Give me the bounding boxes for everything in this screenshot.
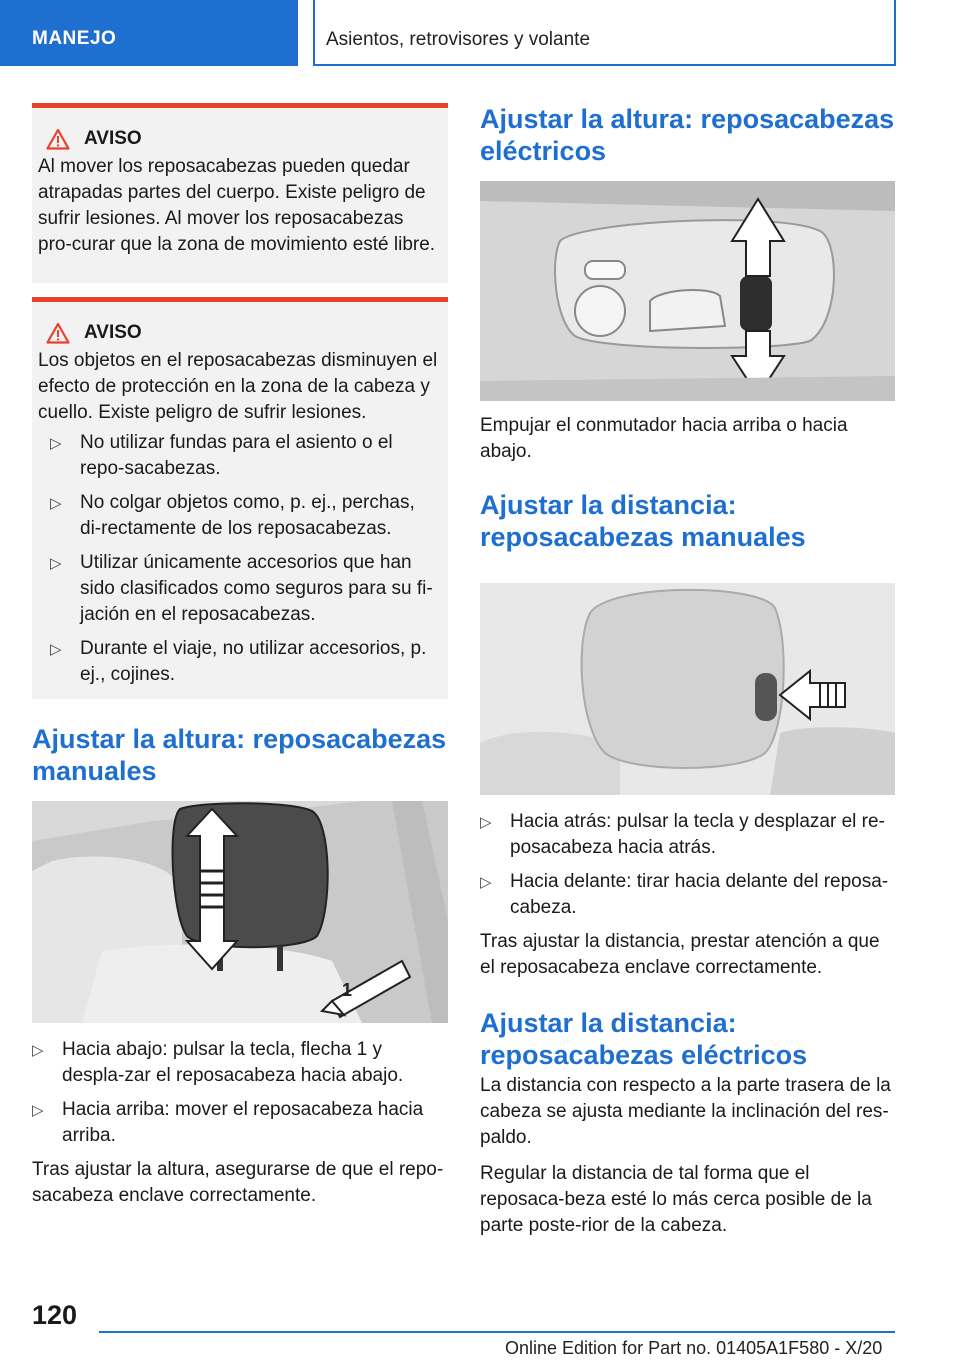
list-item: ▷ Utilizar únicamente accesorios que han sido clasificados como seguros para su fi‐jación en el reposacabezas. [50,552,433,625]
headrest-electric-height-figure [480,181,895,401]
list-item: ▷ Hacia delante: tirar hacia delante del reposa‐cabeza. [480,871,889,918]
right-column [480,103,895,1239]
footer-edition: Online Edition for Part no. 01405A1F580 - X/20 [505,1338,883,1358]
warning-text: Los objetos en el reposacabezas disminuyen el efecto de protección en la zona de la cabeza y cuello. Existe peligro de sufrir lesiones. [38,350,438,423]
warning-text: Al mover los reposacabezas pueden quedar atrapadas partes del cuerpo. Existe peligro de sufrir lesiones. Al mover los reposacabezas pro‐curar que la zona de movimiento esté libre. [38,156,436,255]
triangle-bullet-icon: ▷ [50,641,62,658]
height-manual-list [32,1037,448,1149]
seat-switch-illustration [480,181,895,401]
headrest-height-illustration [32,801,448,1023]
header-section: MANEJO [32,28,117,49]
page-number: 120 [32,1300,78,1330]
list-item: ▷ Hacia atrás: pulsar la tecla y desplazar el re‐posacabeza hacia atrás. [480,811,885,858]
section-heading: Ajustar la distancia: reposacabezas manuales [480,490,806,552]
headrest-manual-height-figure [32,801,448,1023]
triangle-bullet-icon: ▷ [32,1102,44,1119]
paragraph: Tras ajustar la altura, asegurarse de que el repo‐sacabeza enclave correctamente. [32,1159,444,1206]
section-heading: Ajustar la altura: reposacabezas eléctricos [480,104,895,166]
section-heading: Ajustar la altura: reposacabezas manuales [32,724,447,786]
triangle-bullet-icon: ▷ [50,555,62,572]
list-item: ▷ Hacia arriba: mover el reposacabeza hacia arriba. [32,1099,424,1146]
headrest-distance-illustration [480,583,895,795]
warning-box-1 [32,103,448,283]
warning-title: AVISO [84,128,142,149]
triangle-bullet-icon: ▷ [480,874,492,891]
warning-title: AVISO [84,322,142,343]
warning-triangle-icon [46,128,70,150]
left-column [32,103,448,1209]
paragraph: Tras ajustar la distancia, prestar atención a que el reposacabeza enclave correctamente. [480,931,880,978]
paragraph: Empujar el conmutador hacia arriba o hacia abajo. [480,415,848,462]
header-chapter-box [313,0,896,66]
triangle-bullet-icon: ▷ [480,814,492,831]
header-section-tab [0,0,298,66]
warning-list [38,430,438,688]
warning-triangle-icon [46,322,70,344]
distance-manual-list [480,809,895,921]
triangle-bullet-icon: ▷ [32,1042,44,1059]
warning-box-2 [32,297,448,699]
list-item: ▷ Hacia abajo: pulsar la tecla, flecha 1 y despla‐zar el reposacabeza hacia abajo. [32,1039,404,1086]
headrest-manual-distance-figure [480,583,895,795]
footer-rule [99,1331,895,1333]
list-item: ▷ No colgar objetos como, p. ej., perchas, di‐rectamente de los reposacabezas. [50,492,415,539]
paragraph: Regular la distancia de tal forma que el reposaca‐beza esté lo más cerca posible de la parte poste‐rior de la cabeza. [480,1163,872,1236]
header-chapter: Asientos, retrovisores y volante [326,29,591,50]
section-heading: Ajustar la distancia: reposacabezas eléctricos [480,1008,808,1070]
triangle-bullet-icon: ▷ [50,435,62,452]
triangle-bullet-icon: ▷ [50,495,62,512]
paragraph: La distancia con respecto a la parte trasera de la cabeza se ajusta mediante la inclinación del res‐paldo. [480,1075,891,1148]
list-item: ▷ No utilizar fundas para el asiento o el repo‐sacabezas. [50,432,393,479]
list-item: ▷ Durante el viaje, no utilizar accesorios, p. ej., cojines. [50,638,427,685]
figure-callout-label: 1 [342,980,353,1000]
